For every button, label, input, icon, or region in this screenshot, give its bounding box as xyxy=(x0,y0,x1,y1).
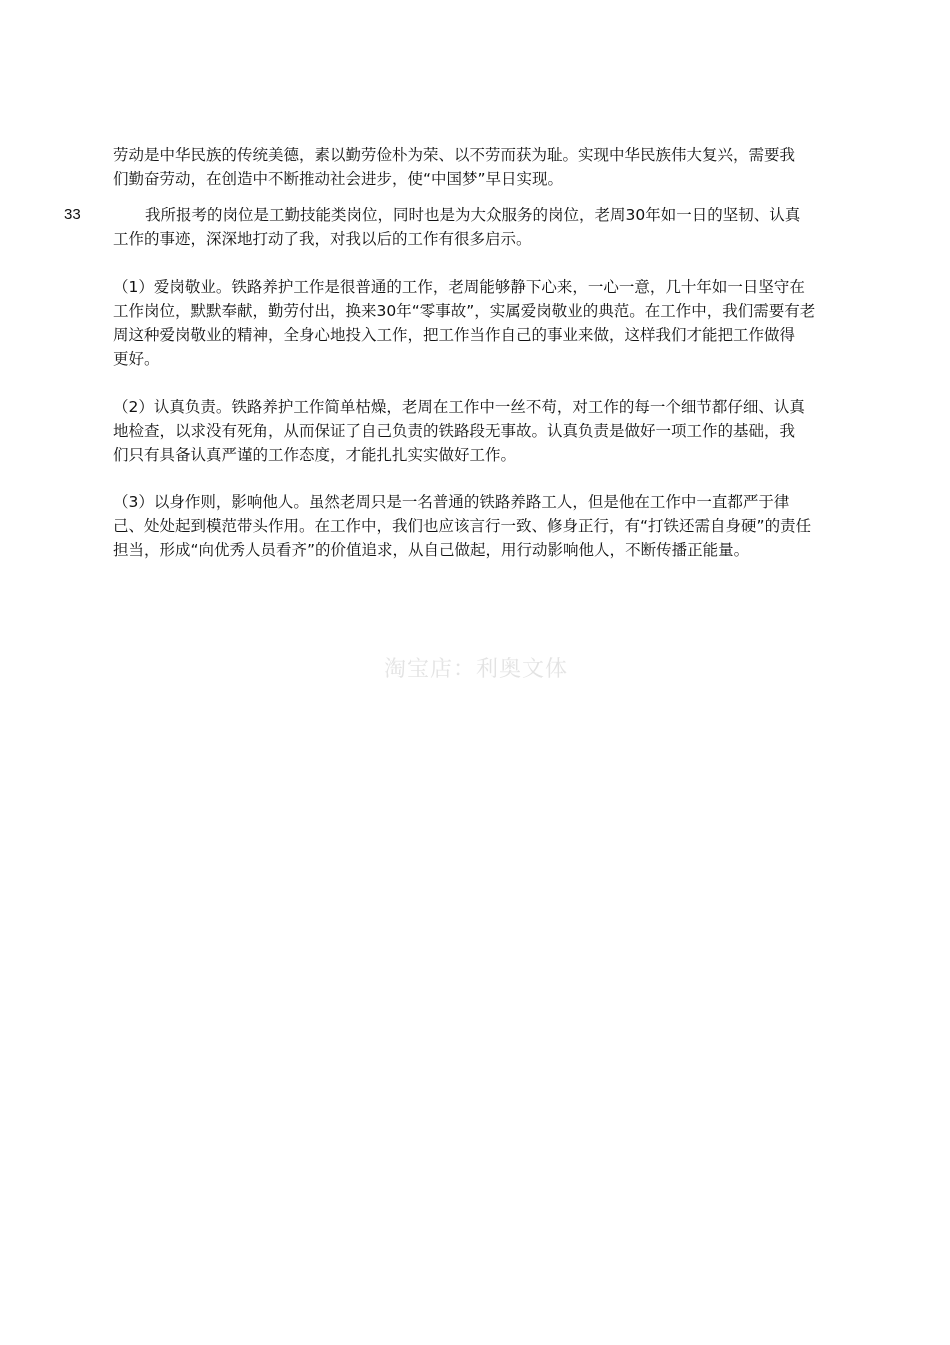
point-1-line-4: 更好。 xyxy=(113,350,160,368)
point-3-line-1: （3）以身作则，影响他人。虽然老周只是一名普通的铁路养路工人，但是他在工作中一直都严于律 xyxy=(113,493,790,511)
point-1-line-1: （1）爱岗敬业。铁路养护工作是很普通的工作，老周能够静下心来，一心一意，几十年如一日坚守在 xyxy=(113,278,805,296)
intro-line-2: 们勤奋劳动，在创造中不断推动社会进步，使“中国梦”早日实现。 xyxy=(113,170,564,188)
point-3-line-3: 担当，形成“向优秀人员看齐”的价值追求，从自己做起，用行动影响他人，不断传播正能量。 xyxy=(113,541,750,559)
question-number: 33 xyxy=(64,206,81,223)
point-2-line-3: 们只有具备认真严谨的工作态度，才能扎扎实实做好工作。 xyxy=(113,446,517,464)
point-2-line-2: 地检查，以求没有死角，从而保证了自己负责的铁路段无事故。认真负责是做好一项工作的基础，我 xyxy=(113,422,796,440)
point-1-line-2: 工作岗位，默默奉献，勤劳付出，换来30年“零事故”，实属爱岗敬业的典范。在工作中，我们需要有老 xyxy=(113,302,816,320)
point-2-line-1: （2）认真负责。铁路养护工作简单枯燥，老周在工作中一丝不苟，对工作的每一个细节都仔细、认真 xyxy=(113,398,805,416)
shop-watermark: 淘宝店：利奥文体 xyxy=(384,657,569,682)
answer-intro-line-1: 我所报考的岗位是工勤技能类岗位，同时也是为大众服务的岗位，老周30年如一日的坚韧、认真 xyxy=(145,206,801,224)
intro-line-1: 劳动是中华民族的传统美德，素以勤劳俭朴为荣、以不劳而获为耻。实现中华民族伟大复兴，需要我 xyxy=(113,146,796,164)
point-3-line-2: 己、处处起到模范带头作用。在工作中，我们也应该言行一致、修身正行，有“打铁还需自身硬”的责任 xyxy=(113,517,812,535)
answer-intro-line-2: 工作的事迹，深深地打动了我，对我以后的工作有很多启示。 xyxy=(113,230,532,248)
point-1-line-3: 周这种爱岗敬业的精神，全身心地投入工作，把工作当作自己的事业来做，这样我们才能把工作做得 xyxy=(113,326,796,344)
